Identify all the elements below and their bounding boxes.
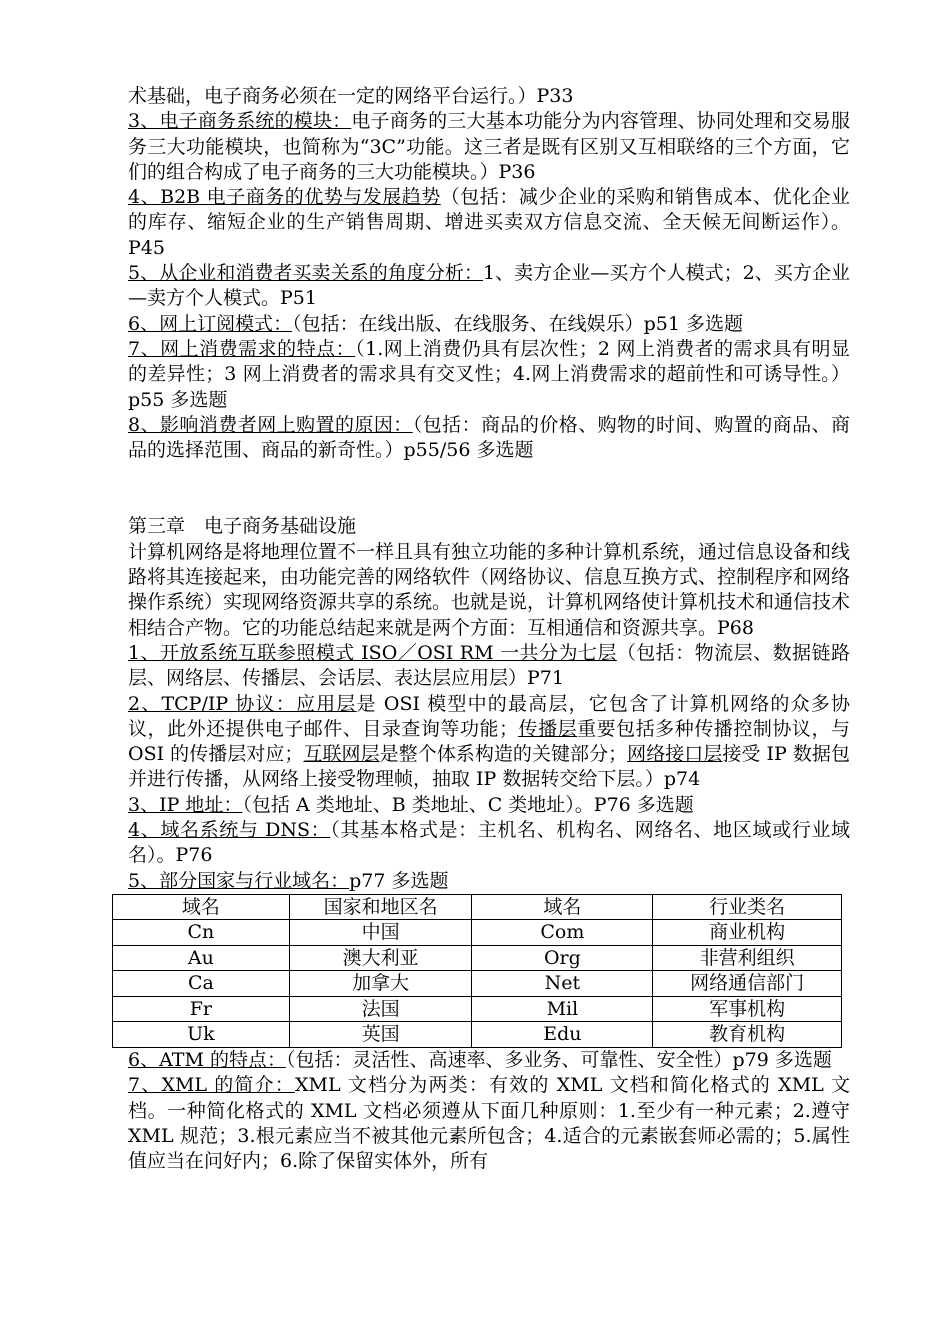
item-7-text: （1.网上消费仍具有层次性；2 网上消费者的需求具有明显的差异性；3 网上消费者的需求具有交叉性；4.网上消费需求的超前性和可诱导性。）p55 多选题 xyxy=(128,337,850,411)
table-cell: Au xyxy=(113,945,290,971)
table-header-cell: 行业类名 xyxy=(653,894,842,920)
item-5-paragraph xyxy=(128,261,850,312)
paragraph-continued: 术基础，电子商务必须在一定的网络平台运行。）P33 xyxy=(128,85,574,107)
internet-layer-term: 互联网层 xyxy=(303,743,380,766)
transport-layer-text: 重要包括多种传播控制协议，与 OSI 的传播层对应； xyxy=(128,717,850,766)
table-cell: Ca xyxy=(113,971,290,997)
ch3-item-5-label: 5、部分国家与行业域名： xyxy=(128,869,350,892)
item-6-paragraph xyxy=(128,312,850,337)
item-3-text: 电子商务的三大基本功能分为内容管理、协同处理和交易服务三大功能模块，也简称为“3C”功能。这三者是既有区别又互相联络的三个方面，它们的组合构成了电子商务的三大功能模块。）P36 xyxy=(128,110,850,183)
table-cell: 军事机构 xyxy=(653,996,842,1022)
table-header-cell: 域名 xyxy=(472,894,653,920)
ch3-item-4-label: 4、域名系统与 DNS： xyxy=(128,819,331,842)
ch3-item-2-label: 2、TCP/IP 协议： xyxy=(128,692,296,715)
table-cell: 中国 xyxy=(289,920,472,946)
item-7-paragraph xyxy=(128,337,850,413)
ch3-item-5-text: p77 多选题 xyxy=(349,869,449,892)
ch3-item-7-text: XML 文档分为两类：有效的 XML 文档和简化格式的 XML 文档。一种简化格式的 XML 文档必须遵从下面几种原则：1.至少有一种元素；2.遵守 XML 规范；3.根元素应当不被其他元素所包含；4.适合的元素嵌套师必需的；5.属性值应当在问好内；6.除了保留实体外，所有 xyxy=(128,1074,850,1173)
network-interface-layer-term: 网络接口层 xyxy=(627,743,723,766)
table-cell: Uk xyxy=(113,1022,290,1048)
ch3-item-3-paragraph xyxy=(128,793,850,818)
chapter-intro: 计算机网络是将地理位置不一样且具有独立功能的多种计算机系统，通过信息设备和线路将其连接起来，由功能完善的网络软件（网络协议、信息互换方式、控制程序和网络操作系统）实现网络资源共享的系统。也就是说，计算机网络使计算机技术和通信技术相结合产物。它的功能总结起来就是两个方面：互相通信和资源共享。P68 xyxy=(128,540,851,639)
section-gap xyxy=(128,463,850,514)
table-cell: 网络通信部门 xyxy=(653,971,842,997)
item-3-label: 3、电子商务系统的模块： xyxy=(128,110,352,133)
table-row xyxy=(113,945,842,971)
item-5-label: 5、从企业和消费者买卖关系的角度分析： xyxy=(128,262,483,285)
ch3-item-4-text: （其基本格式是：主机名、机构名、网络名、地区域或行业域名）。P76 xyxy=(128,819,850,867)
ch3-item-6-label: 6、ATM 的特点： xyxy=(128,1048,286,1071)
table-cell: Edu xyxy=(472,1022,653,1048)
chapter-title: 第三章 电子商务基础设施 xyxy=(128,515,357,538)
application-layer-text: 是 OSI 模型中的最高层，它包含了计算机网络的众多协议，此外还提供电子邮件、目录查询等功能； xyxy=(128,692,850,740)
table-cell: Cn xyxy=(113,920,290,946)
table-cell: Mil xyxy=(472,996,653,1022)
table-cell: Org xyxy=(472,945,653,971)
ch3-item-5-paragraph xyxy=(128,869,850,894)
ch3-item-3-label: 3、IP 地址： xyxy=(128,793,243,816)
item-8-paragraph xyxy=(128,413,850,464)
table-cell: 非营利组织 xyxy=(653,945,842,971)
transport-layer-term: 传播层 xyxy=(518,717,578,740)
table-cell: 加拿大 xyxy=(289,971,472,997)
domain-table xyxy=(112,894,842,1048)
table-cell: 英国 xyxy=(289,1022,472,1048)
table-row xyxy=(113,996,842,1022)
item-4-paragraph xyxy=(128,185,850,261)
table-row xyxy=(113,971,842,997)
item-4-text: （包括：减少企业的采购和销售成本、优化企业的库存、缩短企业的生产销售周期、增进买卖双方信息交流、全天候无间断运作）。P45 xyxy=(128,186,850,259)
item-8-label: 8、影响消费者网上购置的原因： xyxy=(128,413,413,436)
table-row xyxy=(113,920,842,946)
network-interface-layer-text: 接受 IP 数据包并进行传播，从网络上接受物理帧，抽取 IP 数据转交给下层。）p74 xyxy=(128,743,850,791)
ch3-item-1-label: 1、开放系统互联参照模式 ISO／OSI RM 一共分为七层 xyxy=(128,641,617,664)
item-4-label: 4、B2B 电子商务的优势与发展趋势 xyxy=(128,186,441,209)
ch3-item-6-paragraph xyxy=(128,1048,850,1073)
ch3-item-1-text: （包括：物流层、数据链路层、网络层、传播层、会话层、表达层应用层）P71 xyxy=(128,641,850,690)
table-header-cell: 国家和地区名 xyxy=(289,894,472,920)
table-cell: 澳大利亚 xyxy=(289,945,472,971)
item-3-paragraph xyxy=(128,109,850,185)
ch3-item-2-paragraph xyxy=(128,692,850,793)
table-header-cell: 域名 xyxy=(113,894,290,920)
ch3-item-4-paragraph xyxy=(128,818,850,869)
item-6-text: （包括：在线出版、在线服务、在线娱乐）p51 多选题 xyxy=(292,312,743,335)
table-header-row xyxy=(113,894,842,920)
ch3-item-3-text: （包括 A 类地址、B 类地址、C 类地址）。P76 多选题 xyxy=(242,793,694,816)
item-6-label: 6、网上订阅模式： xyxy=(128,312,293,335)
table-cell: 教育机构 xyxy=(653,1022,842,1048)
table-row xyxy=(113,1022,842,1048)
table-cell: 商业机构 xyxy=(653,920,842,946)
item-8-text: （包括：商品的价格、购物的时间、购置的商品、商品的选择范围、商品的新奇性。）p55/56 多选题 xyxy=(128,413,850,462)
item-5-text: 1、卖方企业—买方个人模式；2、买方企业—卖方个人模式。P51 xyxy=(128,262,850,310)
table-cell: Net xyxy=(472,971,653,997)
ch3-item-7-paragraph xyxy=(128,1073,850,1174)
internet-layer-text: 是整个体系构造的关键部分； xyxy=(379,743,628,766)
table-cell: 法国 xyxy=(289,996,472,1022)
ch3-item-1-paragraph xyxy=(128,641,850,692)
table-cell: Fr xyxy=(113,996,290,1022)
item-7-label: 7、网上消费需求的特点： xyxy=(128,337,356,360)
application-layer-term: 应用层 xyxy=(295,692,357,715)
ch3-item-6-text: （包括：灵活性、高速率、多业务、可靠性、安全性）p79 多选题 xyxy=(285,1048,832,1071)
document-page xyxy=(128,84,850,1174)
ch3-item-7-label: 7、XML 的简介： xyxy=(128,1074,295,1097)
table-cell: Com xyxy=(472,920,653,946)
